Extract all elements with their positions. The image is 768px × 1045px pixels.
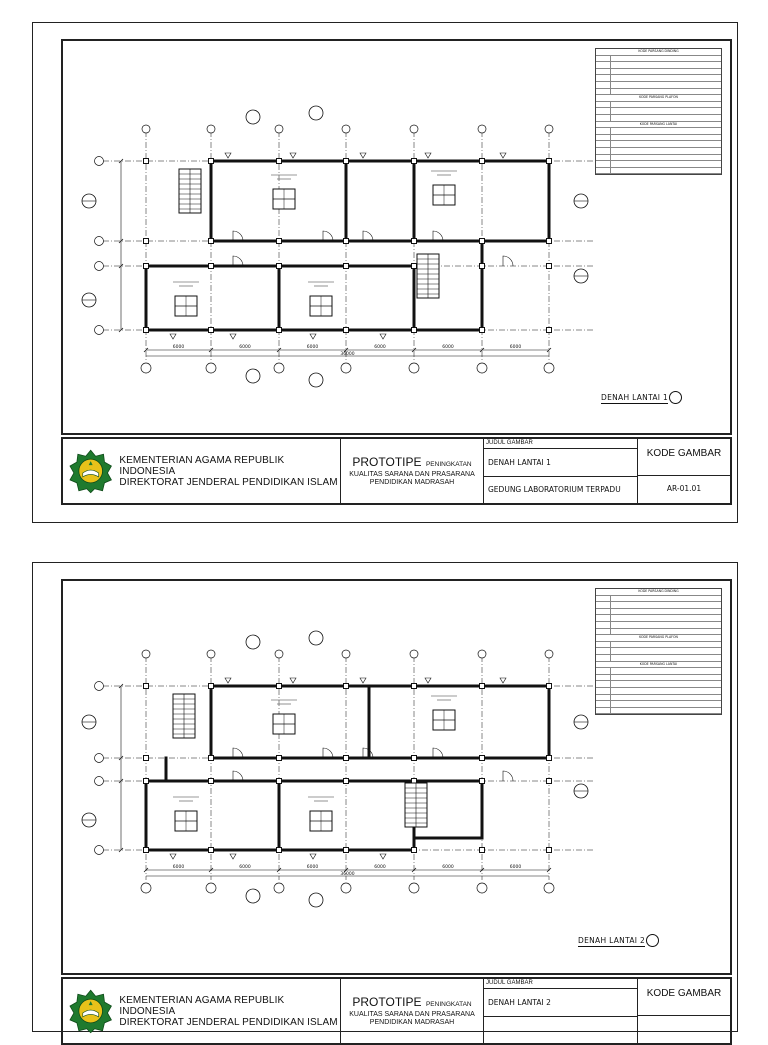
grid-bubble-icon	[274, 883, 284, 893]
legend-row	[596, 688, 721, 695]
legend-row	[596, 622, 721, 629]
column	[144, 684, 149, 689]
title-block-organization	[63, 979, 341, 1043]
column	[144, 756, 149, 761]
elevation-marker-icon	[309, 893, 323, 907]
grid-bubble-icon	[142, 650, 150, 658]
drawing-title: DENAH LANTAI 2	[484, 989, 637, 1017]
drawing-title-label: JUDUL GAMBAR	[484, 979, 637, 989]
legend-row	[596, 82, 721, 89]
drawing-code-label: KODE GAMBAR	[638, 979, 730, 1016]
legend-row	[596, 135, 721, 142]
column	[144, 779, 149, 784]
org-directorate: DIREKTORAT JENDERAL PENDIDIKAN ISLAM	[119, 1016, 338, 1028]
plan-title	[578, 934, 659, 947]
grid-bubble-icon	[95, 326, 104, 335]
window-marker-icon	[380, 854, 386, 859]
column	[412, 756, 417, 761]
column	[277, 684, 282, 689]
dimension-label: 6000	[509, 345, 522, 350]
elevation-marker-icon	[246, 369, 260, 383]
grid-bubble-icon	[545, 125, 553, 133]
project-line-3: PENDIDIKAN MADRASAH	[369, 1019, 455, 1026]
org-name: KEMENTERIAN AGAMA REPUBLIK INDONESIA	[119, 454, 285, 477]
legend-row	[596, 701, 721, 708]
legend-row	[596, 668, 721, 675]
grid-bubble-icon	[142, 125, 150, 133]
drawing-title-label: JUDUL GAMBAR	[484, 439, 637, 449]
column	[144, 239, 149, 244]
column	[547, 848, 552, 853]
column	[344, 239, 349, 244]
legend-row	[596, 602, 721, 609]
window-marker-icon	[230, 334, 236, 339]
column	[480, 239, 485, 244]
grid-bubble-icon	[478, 650, 486, 658]
grid-bubble-icon	[275, 650, 283, 658]
column	[480, 684, 485, 689]
drawing-code	[638, 1016, 730, 1043]
column	[480, 756, 485, 761]
column	[480, 264, 485, 269]
column	[144, 848, 149, 853]
project-name: PROTOTIPE	[352, 455, 422, 469]
title-block-drawing-title	[484, 439, 638, 503]
column	[412, 264, 417, 269]
grid-bubble-icon	[410, 650, 418, 658]
grid-bubble-icon	[95, 262, 104, 271]
grid-bubble-icon	[206, 363, 216, 373]
legend-header-ceiling: KODE PARSANG PLAFON	[596, 95, 721, 102]
legend-row	[596, 655, 721, 662]
title-block-project	[341, 439, 484, 503]
window-marker-icon	[500, 153, 506, 158]
column	[547, 159, 552, 164]
column	[277, 779, 282, 784]
plan-title-text: DENAH LANTAI 1	[601, 392, 669, 402]
project-subtitle: PENINGKATAN	[425, 461, 472, 468]
grid-bubble-icon	[141, 883, 151, 893]
column	[547, 684, 552, 689]
project-line-2: KUALITAS SARANA DAN PRASARANA	[349, 1011, 475, 1018]
dimension-label: 6000	[172, 865, 185, 870]
door-swing-icon	[503, 771, 513, 781]
drawing-sheet-2	[32, 562, 738, 1032]
elevation-marker-icon	[309, 631, 323, 645]
title-block	[61, 977, 732, 1045]
project-subtitle: PENINGKATAN	[425, 1001, 472, 1008]
column	[412, 239, 417, 244]
legend-row	[596, 128, 721, 135]
column	[277, 159, 282, 164]
elevation-marker-icon	[246, 889, 260, 903]
legend-row	[596, 141, 721, 148]
column	[547, 756, 552, 761]
window-marker-icon	[225, 678, 231, 683]
legend-row	[596, 62, 721, 69]
window-marker-icon	[290, 678, 296, 683]
title-block-drawing-title	[484, 979, 638, 1043]
column	[144, 264, 149, 269]
legend-row	[596, 695, 721, 702]
dimension-label: 6000	[442, 345, 454, 350]
drawing-title: DENAH LANTAI 1	[484, 449, 637, 477]
column	[344, 848, 349, 853]
elevation-marker-icon	[246, 635, 260, 649]
column	[547, 779, 552, 784]
legend-row	[596, 615, 721, 622]
grid-bubble-icon	[95, 157, 104, 166]
column	[144, 328, 149, 333]
legend-row	[596, 629, 721, 636]
column	[480, 328, 485, 333]
column	[344, 328, 349, 333]
drawing-code: AR-01.01	[666, 484, 702, 493]
grid-bubble-icon	[409, 363, 419, 373]
kemenag-logo-icon	[68, 448, 113, 494]
legend-row	[596, 675, 721, 682]
grid-bubble-icon	[477, 883, 487, 893]
column	[547, 264, 552, 269]
legend-header-walls: KODE PARSANG DINDING	[596, 589, 721, 596]
grid-bubble-icon	[141, 363, 151, 373]
column	[277, 848, 282, 853]
grid-bubble-icon	[409, 883, 419, 893]
column	[480, 848, 485, 853]
legend-row	[596, 681, 721, 688]
project-name: PROTOTIPE	[352, 995, 422, 1009]
dimension-label: 6000	[172, 345, 185, 350]
door-swing-icon	[503, 256, 513, 266]
grid-bubble-icon	[95, 754, 104, 763]
window-marker-icon	[170, 854, 176, 859]
column	[277, 264, 282, 269]
column	[412, 159, 417, 164]
grid-bubble-icon	[207, 650, 215, 658]
column	[144, 159, 149, 164]
column	[209, 159, 214, 164]
window-marker-icon	[310, 854, 316, 859]
title-block-project	[341, 979, 484, 1043]
column	[547, 239, 552, 244]
scale-bubble-icon	[646, 934, 659, 947]
column	[277, 239, 282, 244]
plan-title	[601, 391, 682, 404]
building-name: GEDUNG LABORATORIUM TERPADU	[488, 485, 621, 494]
column	[344, 779, 349, 784]
elevation-marker-icon	[246, 110, 260, 124]
window-marker-icon	[360, 678, 366, 683]
dimension-total-label: 36000	[340, 872, 355, 877]
window-marker-icon	[170, 334, 176, 339]
column	[412, 684, 417, 689]
window-marker-icon	[425, 678, 431, 683]
column	[209, 239, 214, 244]
dimension-label: 6000	[239, 865, 251, 870]
legend-row	[596, 155, 721, 162]
legend-row	[596, 168, 721, 175]
legend-row	[596, 56, 721, 63]
column	[344, 264, 349, 269]
window-marker-icon	[500, 678, 506, 683]
grid-bubble-icon	[342, 125, 350, 133]
legend-row	[596, 102, 721, 109]
legend-row	[596, 708, 721, 715]
grid-bubble-icon	[95, 846, 104, 855]
column	[344, 684, 349, 689]
grid-bubble-icon	[341, 883, 351, 893]
column	[209, 264, 214, 269]
legend-row	[596, 161, 721, 168]
grid-bubble-icon	[95, 237, 104, 246]
column	[209, 328, 214, 333]
legend-row	[596, 89, 721, 96]
legend-row	[596, 148, 721, 155]
legend-row	[596, 75, 721, 82]
grid-bubble-icon	[95, 682, 104, 691]
grid-bubble-icon	[275, 125, 283, 133]
kemenag-logo-icon	[68, 988, 113, 1034]
legend-header-walls: KODE PARSANG DINDING	[596, 49, 721, 56]
title-block-code	[638, 439, 730, 503]
dimension-label: 6000	[509, 865, 522, 870]
window-marker-icon	[380, 334, 386, 339]
column	[412, 848, 417, 853]
scale-bubble-icon	[669, 391, 682, 404]
plan-title-text: DENAH LANTAI 2	[578, 935, 646, 945]
org-name: KEMENTERIAN AGAMA REPUBLIK INDONESIA	[119, 994, 285, 1017]
grid-bubble-icon	[206, 883, 216, 893]
drawing-sheet-1	[32, 22, 738, 523]
legend-header-ceiling: KODE PARSANG PLAFON	[596, 635, 721, 642]
window-marker-icon	[425, 153, 431, 158]
grid-bubble-icon	[410, 125, 418, 133]
legend-row	[596, 609, 721, 616]
grid-bubble-icon	[478, 125, 486, 133]
grid-bubble-icon	[95, 777, 104, 786]
title-block-organization	[63, 439, 341, 503]
window-marker-icon	[310, 334, 316, 339]
drawing-code-label: KODE GAMBAR	[638, 439, 730, 476]
column	[277, 756, 282, 761]
legend-row	[596, 69, 721, 76]
dimension-label: 6000	[442, 865, 454, 870]
title-block-code	[638, 979, 730, 1043]
org-directorate: DIREKTORAT JENDERAL PENDIDIKAN ISLAM	[119, 476, 338, 488]
legend-header-floor: KODE PARSANG LANTAI	[596, 122, 721, 129]
legend-row	[596, 596, 721, 603]
project-line-2: KUALITAS SARANA DAN PRASARANA	[349, 471, 475, 478]
column	[344, 159, 349, 164]
column	[209, 779, 214, 784]
window-marker-icon	[290, 153, 296, 158]
legend-row	[596, 648, 721, 655]
window-marker-icon	[230, 854, 236, 859]
legend-row	[596, 108, 721, 115]
dimension-label: 6000	[374, 865, 386, 870]
column	[480, 779, 485, 784]
elevation-marker-icon	[309, 373, 323, 387]
dimension-label: 6000	[306, 345, 319, 350]
column	[209, 848, 214, 853]
dimension-label: 6000	[374, 345, 386, 350]
grid-bubble-icon	[545, 650, 553, 658]
building-name	[484, 1017, 637, 1043]
legend-table	[595, 588, 722, 715]
legend-row	[596, 642, 721, 649]
legend-row	[596, 115, 721, 122]
grid-bubble-icon	[477, 363, 487, 373]
dimension-label: 6000	[306, 865, 319, 870]
column	[547, 328, 552, 333]
grid-bubble-icon	[207, 125, 215, 133]
column	[344, 756, 349, 761]
grid-bubble-icon	[544, 363, 554, 373]
grid-bubble-icon	[341, 363, 351, 373]
elevation-marker-icon	[309, 106, 323, 120]
dimension-label: 6000	[239, 345, 251, 350]
column	[412, 328, 417, 333]
column	[480, 159, 485, 164]
grid-bubble-icon	[274, 363, 284, 373]
project-line-3: PENDIDIKAN MADRASAH	[369, 479, 455, 486]
dimension-total-label: 36000	[340, 352, 355, 357]
grid-bubble-icon	[544, 883, 554, 893]
legend-table	[595, 48, 722, 175]
window-marker-icon	[225, 153, 231, 158]
grid-bubble-icon	[342, 650, 350, 658]
column	[209, 684, 214, 689]
column	[209, 756, 214, 761]
window-marker-icon	[360, 153, 366, 158]
column	[277, 328, 282, 333]
legend-header-floor: KODE PARSANG LANTAI	[596, 662, 721, 669]
title-block	[61, 437, 732, 505]
